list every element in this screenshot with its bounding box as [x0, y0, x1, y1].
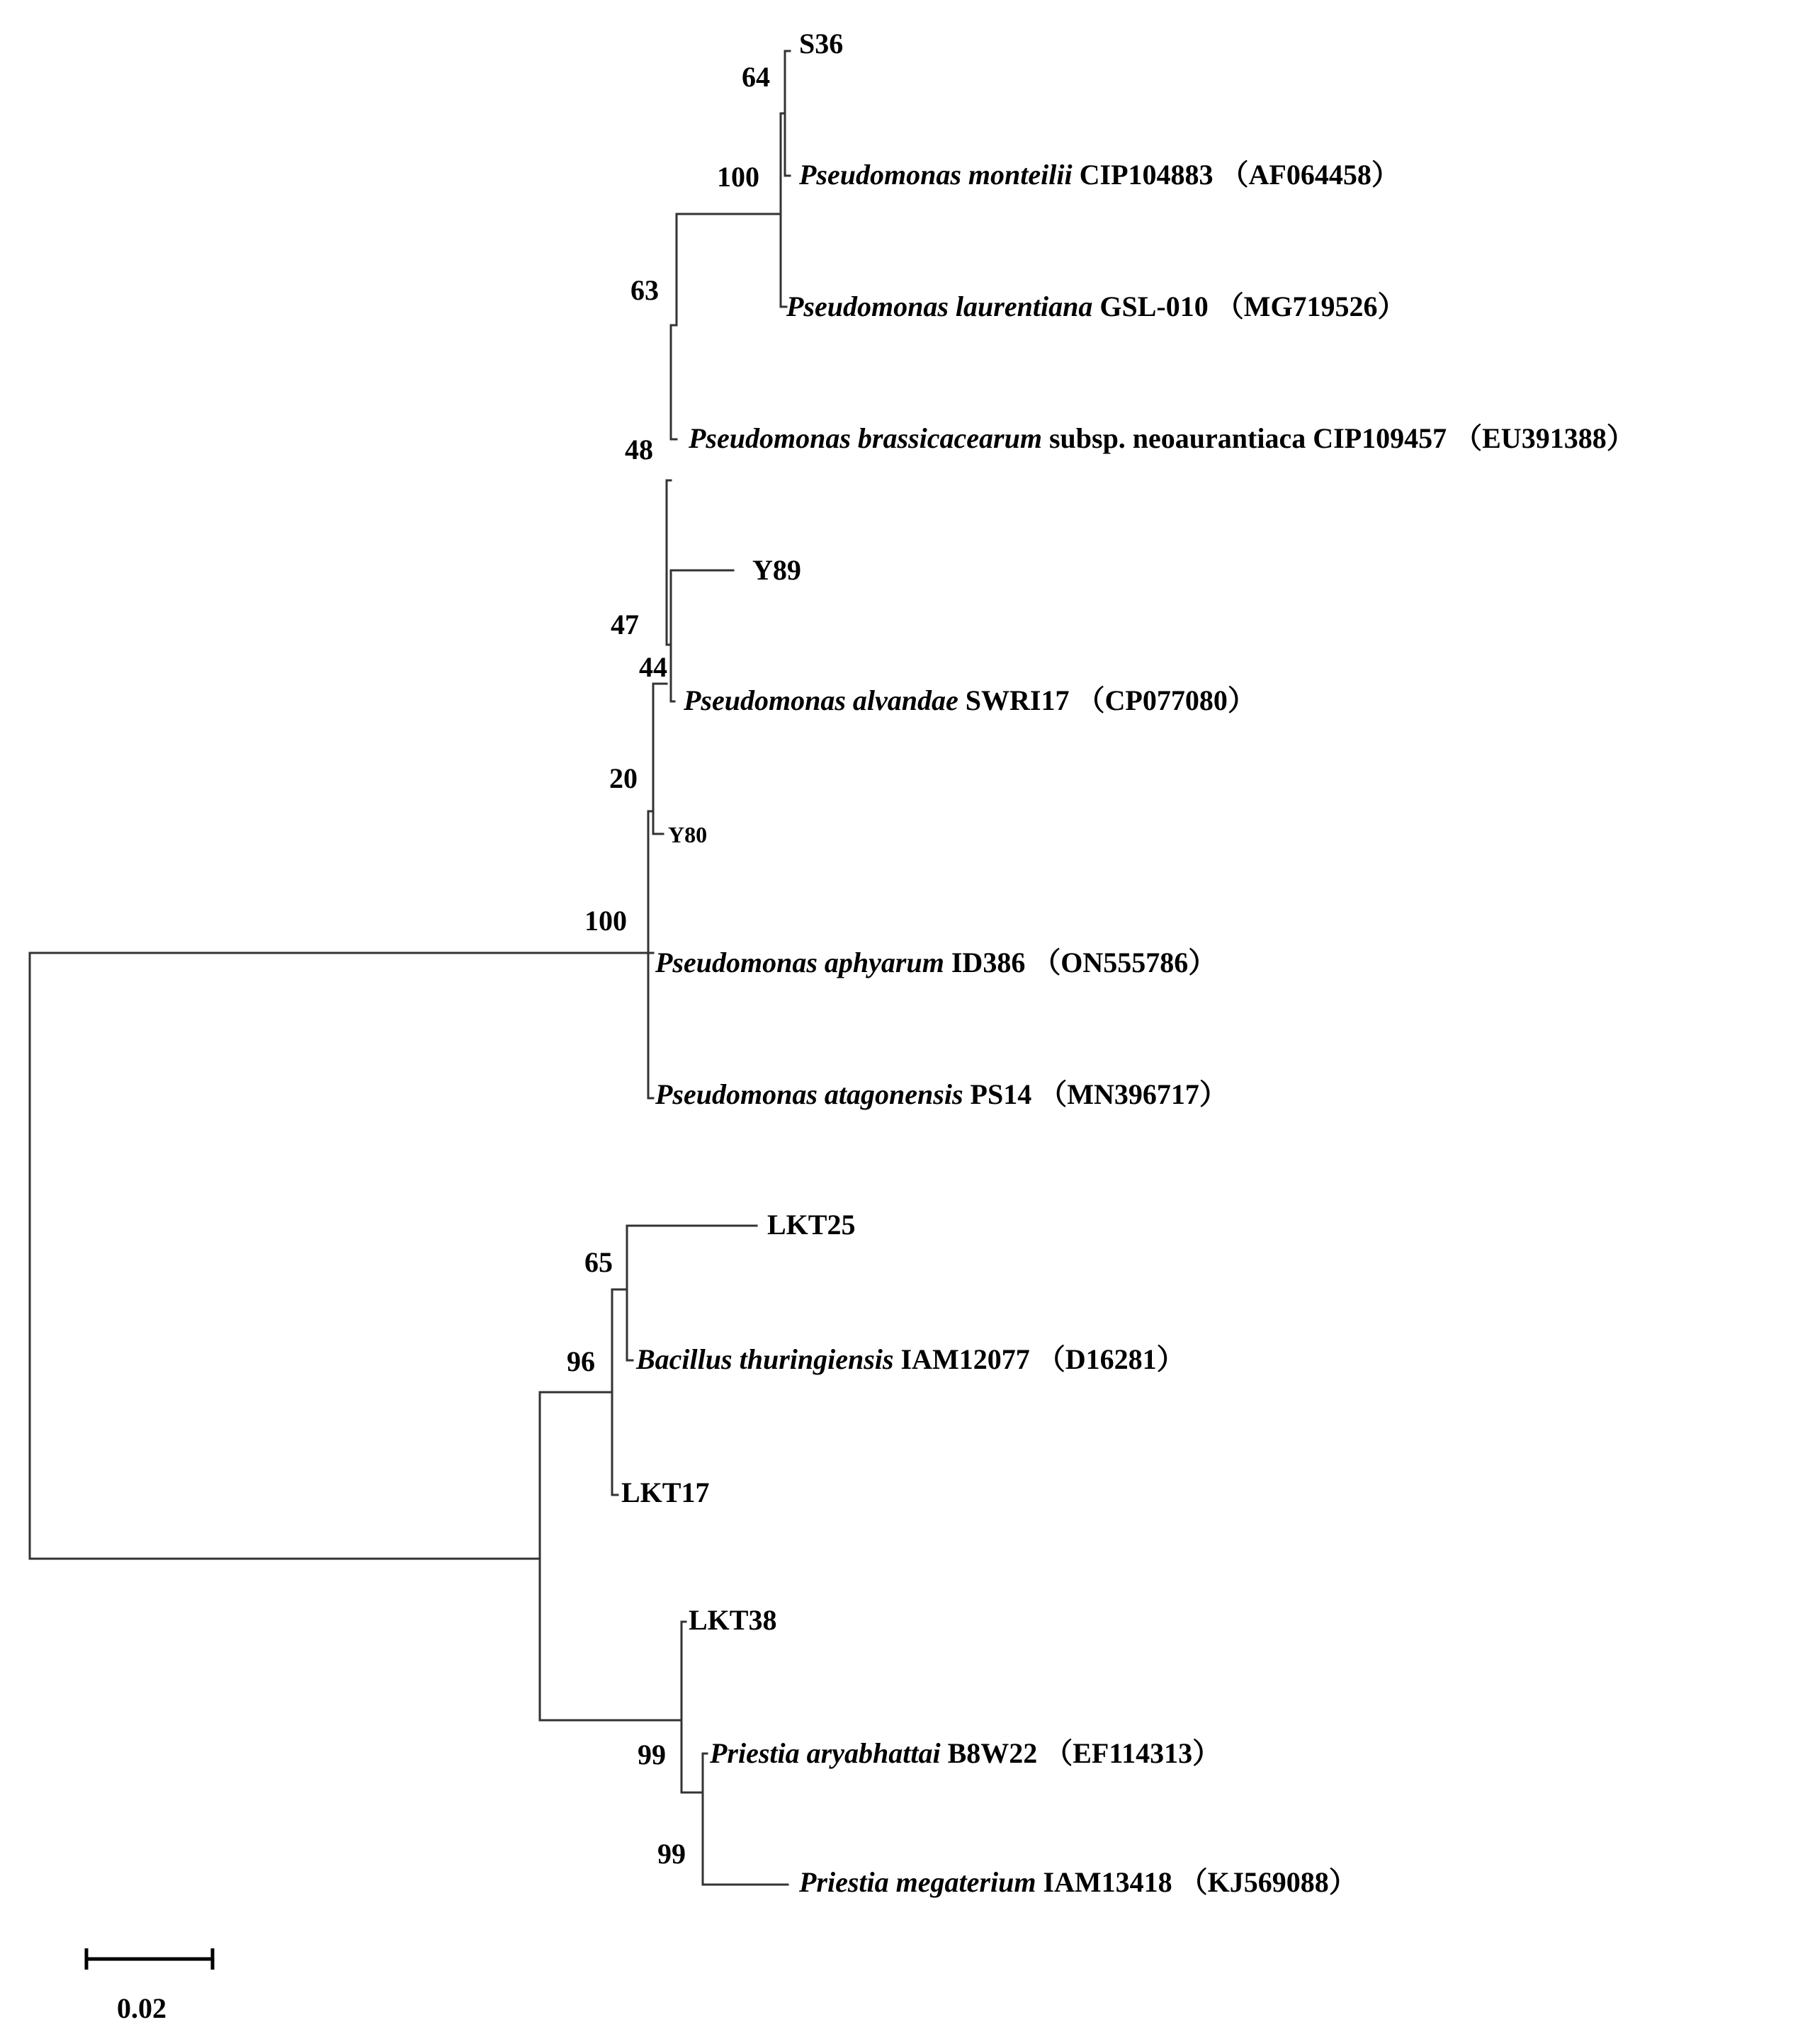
branch-priestia: [681, 1622, 703, 1792]
branch-64: [781, 51, 790, 176]
bootstrap-label: 20: [609, 762, 638, 794]
taxon-strain-accession: CIP104883 （AF064458）: [1072, 159, 1400, 191]
taxon-label: [655, 1078, 1228, 1110]
taxon-strain-accession: SWRI17 （CP077080）: [958, 684, 1256, 716]
taxon-strain-accession: LKT17: [621, 1476, 710, 1508]
taxon-strain-accession: IAM13418 （KJ569088）: [1036, 1866, 1357, 1898]
taxon-label: [752, 554, 801, 586]
taxon-label: [799, 28, 843, 60]
taxa-labels: [621, 28, 1635, 1898]
taxon-strain-accession: Y89: [752, 554, 801, 586]
branch-63: [671, 214, 677, 325]
bootstrap-label: 99: [657, 1838, 686, 1870]
bootstrap-label: 100: [717, 161, 759, 193]
scale-bar-line: [86, 1948, 213, 1970]
branch-20: [648, 684, 663, 834]
bootstrap-label: 99: [638, 1739, 666, 1771]
branch-96: [612, 1289, 627, 1495]
taxon-species-name: Pseudomonas brassicacearum: [689, 422, 1042, 454]
taxon-species-name: Pseudomonas atagonensis: [655, 1078, 963, 1110]
taxon-label: [767, 1209, 855, 1241]
taxon-label: [798, 1866, 1357, 1898]
taxon-species-name: Pseudomonas monteilii: [799, 159, 1073, 191]
scale-bar: [86, 1948, 213, 2024]
taxon-label: [786, 290, 1406, 322]
taxon-strain-accession: B8W22 （EF114313）: [940, 1737, 1221, 1769]
branch-44: [667, 570, 733, 701]
branch-65: [627, 1226, 757, 1360]
branch-99-inner: [703, 1754, 788, 1885]
taxon-label: [655, 947, 1216, 978]
bootstrap-label: 47: [611, 609, 639, 640]
taxon-label: [683, 684, 1256, 716]
taxon-species-name: Pseudomonas aphyarum: [655, 947, 944, 978]
bootstrap-label: 63: [630, 274, 659, 306]
taxon-species-name: Priestia aryabhattai: [710, 1737, 941, 1769]
taxon-strain-accession: Y80: [668, 822, 708, 847]
taxon-label: [668, 822, 707, 847]
branch-root: [30, 953, 648, 1559]
taxon-strain-accession: ID386 （ON555786）: [944, 947, 1217, 978]
taxon-strain-accession: LKT38: [689, 1604, 777, 1636]
taxon-strain-accession: S36: [799, 28, 844, 60]
taxon-species-name: Bacillus thuringiensis: [636, 1343, 894, 1375]
branch-bacillus-root: [540, 1392, 681, 1720]
bootstrap-label: 65: [584, 1246, 613, 1278]
bootstrap-label: 48: [625, 434, 653, 465]
taxon-species-name: Pseudomonas laurentiana: [786, 290, 1093, 322]
bootstrap-label: 96: [567, 1345, 595, 1377]
taxon-strain-accession: PS14 （MN396717）: [963, 1078, 1228, 1110]
branch-100-top: [677, 113, 786, 307]
taxon-strain-accession: LKT25: [767, 1209, 856, 1241]
taxon-label: [688, 422, 1635, 454]
bootstrap-label: 64: [742, 61, 770, 93]
taxon-strain-accession: IAM12077 （D16281）: [893, 1343, 1185, 1375]
bootstrap-label: 100: [584, 905, 627, 937]
taxon-strain-accession: GSL-010 （MG719526）: [1092, 290, 1406, 322]
taxon-label: [709, 1737, 1221, 1769]
taxon-strain-accession: subsp. neoaurantiaca CIP109457 （EU391388）: [1041, 422, 1635, 454]
taxon-species-name: Pseudomonas alvandae: [684, 684, 958, 716]
scale-bar-label: 0.02: [117, 1992, 166, 2024]
branch-48: [667, 325, 677, 480]
taxon-label: [689, 1604, 776, 1636]
taxon-label: [621, 1476, 709, 1508]
taxon-label: [798, 159, 1400, 191]
taxon-species-name: Priestia megaterium: [799, 1866, 1036, 1898]
bootstrap-label: 44: [639, 651, 667, 683]
branch-pseudomonas-root: [648, 811, 653, 1098]
taxon-label: [635, 1343, 1185, 1375]
